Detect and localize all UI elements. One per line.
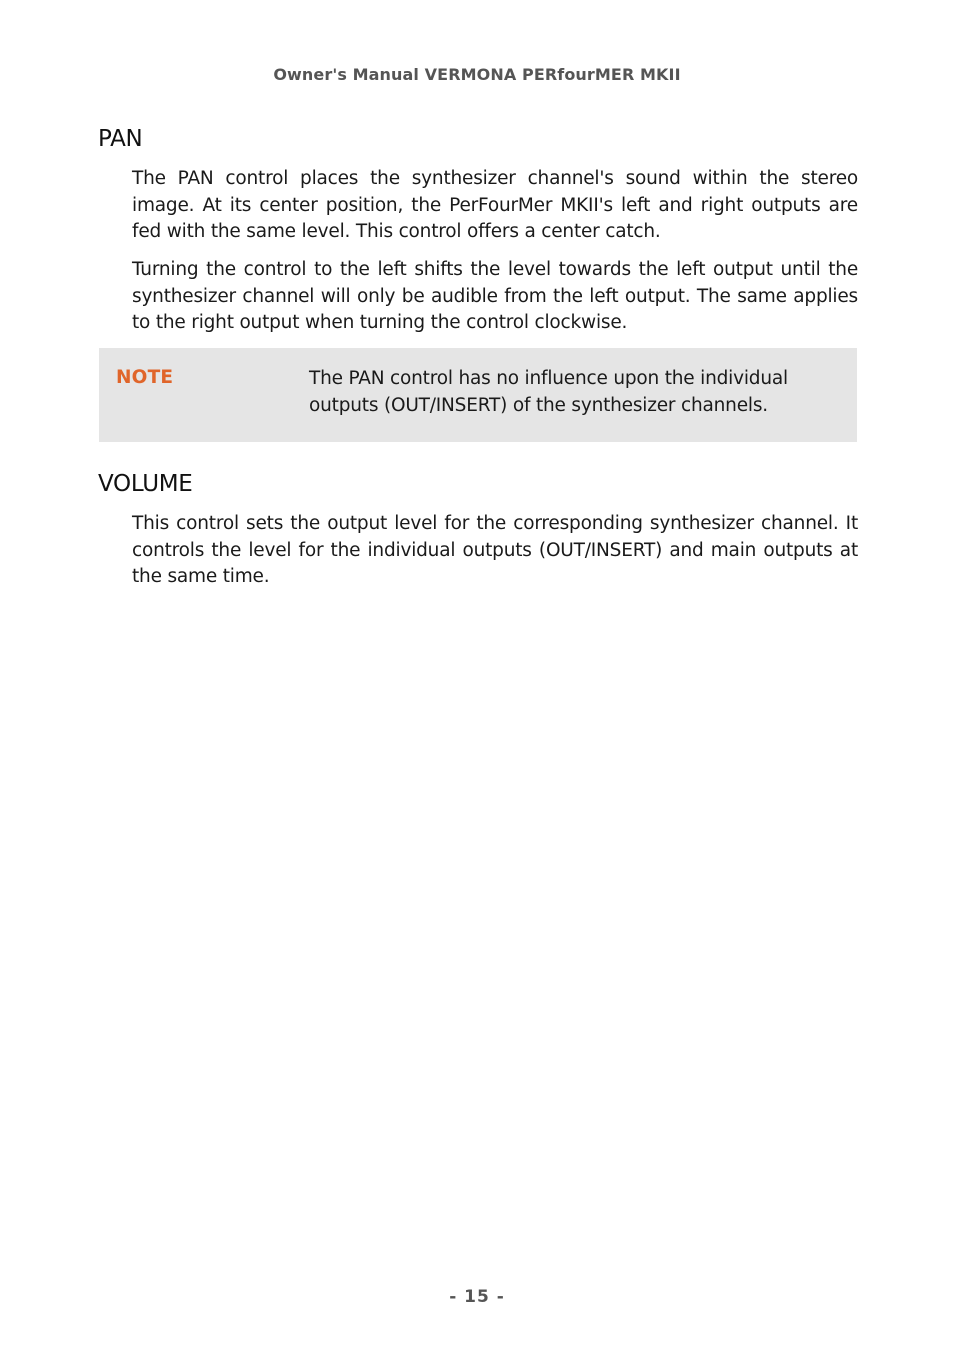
running-header: Owner's Manual VERMONA PERfourMER MKII (273, 65, 681, 84)
page-number: - 15 - (449, 1287, 505, 1307)
pan-paragraph-1: The PAN control places the synthesizer channel's sound within the stereo image. At its center position, the PerFourMer MKII's left and right outputs are fed with the same level. This control offers a center catch. (132, 168, 858, 242)
section-heading-volume: VOLUME (98, 471, 193, 497)
volume-paragraph-1: This control sets the output level for the corresponding synthesizer channel. It controls the level for the individual outputs (OUT/INSERT) and main outputs at the same time. (132, 513, 858, 587)
note-box (99, 348, 857, 442)
pan-paragraph-2: Turning the control to the left shifts the level towards the left output until the synthesizer channel will only be audible from the left output. The same applies to the right output when turning the control clockwise. (132, 259, 858, 333)
note-text: The PAN control has no influence upon the individual outputs (OUT/INSERT) of the synthesizer channels. (309, 368, 788, 416)
section-heading-pan: PAN (98, 126, 143, 152)
note-label: NOTE (116, 367, 174, 388)
